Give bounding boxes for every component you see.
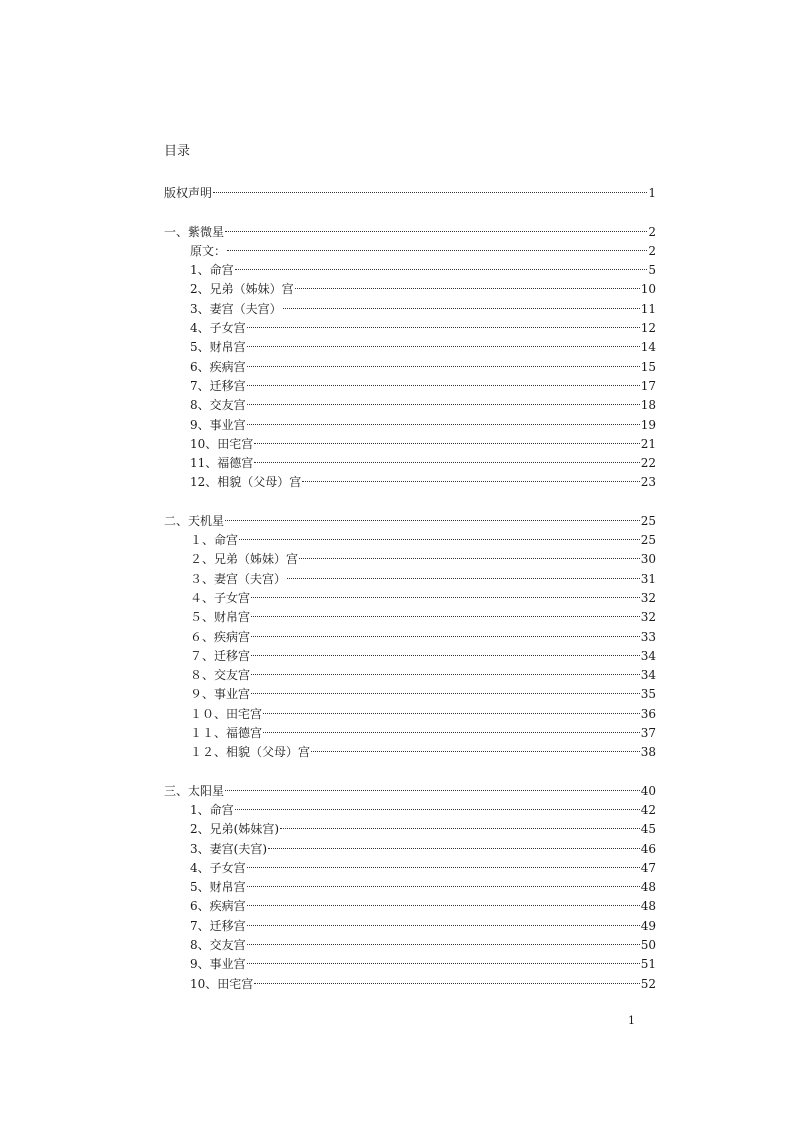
toc-entry-label: 3、妻宫（夫宫） xyxy=(190,301,282,316)
toc-dot-leader xyxy=(251,602,640,621)
toc-dot-leader xyxy=(254,968,639,987)
toc-entry-label: ７、迁移宫 xyxy=(190,648,251,663)
toc-dot-leader xyxy=(213,178,647,197)
toc-entry-label: 6、疾病宫 xyxy=(190,899,246,914)
toc-entry-page-number: 25 xyxy=(640,533,656,548)
toc-dot-leader xyxy=(263,718,640,737)
toc-entry-label: ２、兄弟（姊妹）宫 xyxy=(190,552,299,567)
toc-dot-leader xyxy=(311,737,640,756)
toc-entry-page-number: 21 xyxy=(640,436,656,451)
toc-entry-page-number: 34 xyxy=(640,668,656,683)
toc-entry[interactable] xyxy=(164,236,656,258)
toc-entry-label: ８、交友宫 xyxy=(190,668,251,683)
toc-entry[interactable] xyxy=(164,525,656,548)
toc-dot-leader xyxy=(283,293,640,312)
toc-dot-leader xyxy=(254,448,639,467)
toc-entry-page-number: 32 xyxy=(640,610,656,625)
toc-entry-page-number: 31 xyxy=(640,571,656,586)
toc-entry-page-number: 2 xyxy=(648,243,656,258)
toc-dot-leader xyxy=(280,814,640,833)
toc-entry-label: 1、命宫 xyxy=(190,802,234,817)
toc-dot-leader xyxy=(247,891,640,910)
toc-entry[interactable] xyxy=(164,795,656,817)
toc-dot-leader xyxy=(299,544,640,563)
toc-entry-label: 原文： xyxy=(190,243,227,258)
toc-entry[interactable] xyxy=(164,814,656,837)
toc-entry-page-number: 48 xyxy=(640,880,656,895)
toc-dot-leader xyxy=(302,467,639,486)
toc-dot-leader xyxy=(295,274,640,293)
toc-dot-leader xyxy=(251,679,640,698)
toc-entry-label: 一、紫微星 xyxy=(164,224,225,239)
toc-entry-label: 7、迁移宫 xyxy=(190,918,246,933)
toc-title: 目录 xyxy=(164,144,191,159)
toc-entry-label: 8、交友宫 xyxy=(190,398,246,413)
toc-entry-page-number: 17 xyxy=(640,378,656,393)
toc-entry-page-number: 50 xyxy=(640,937,656,952)
toc-dot-leader xyxy=(239,525,640,544)
toc-entry-page-number: 40 xyxy=(640,783,656,798)
toc-entry-page-number: 15 xyxy=(640,359,656,374)
toc-dot-leader xyxy=(247,853,640,872)
toc-entry-label: １、命宫 xyxy=(190,533,239,548)
toc-entry-label: 10、田宅宫 xyxy=(190,976,254,991)
toc-entry-page-number: 30 xyxy=(640,552,656,567)
toc-entry-label: 5、财帛宫 xyxy=(190,880,246,895)
toc-dot-leader xyxy=(227,236,647,255)
toc-entry-page-number: 42 xyxy=(640,802,656,817)
toc-dot-leader xyxy=(235,795,640,814)
toc-entry-page-number: 1 xyxy=(648,186,656,201)
toc-dot-leader xyxy=(247,872,640,891)
toc-dot-leader xyxy=(247,930,640,949)
toc-entry[interactable] xyxy=(164,775,656,798)
toc-entry-label: １１、福德宫 xyxy=(190,726,263,741)
toc-dot-leader xyxy=(251,641,640,660)
toc-entry-page-number: 34 xyxy=(640,648,656,663)
toc-entry-label: 1、命宫 xyxy=(190,263,234,278)
toc-entry-page-number: 10 xyxy=(640,282,656,297)
toc-entry-page-number: 32 xyxy=(640,590,656,605)
toc-entry-page-number: 25 xyxy=(640,513,656,528)
toc-dot-leader xyxy=(251,583,640,602)
toc-dot-leader xyxy=(225,216,647,235)
toc-entry-label: 12、相貌（父母）宫 xyxy=(190,475,302,490)
toc-entry-label: 3、妻宫(夫宫) xyxy=(190,841,267,856)
toc-entry-page-number: 5 xyxy=(648,263,656,278)
table-of-contents xyxy=(164,178,656,991)
toc-entry-label: 10、田宅宫 xyxy=(190,436,254,451)
toc-dot-leader xyxy=(254,429,639,448)
footer-page-number: 1 xyxy=(628,1014,635,1027)
toc-dot-leader xyxy=(247,351,640,370)
toc-entry-label: 9、事业宫 xyxy=(190,957,246,972)
toc-dot-leader xyxy=(287,563,640,582)
toc-entry-label: 4、子女宫 xyxy=(190,321,246,336)
toc-entry-page-number: 37 xyxy=(640,726,656,741)
toc-entry-page-number: 12 xyxy=(640,321,656,336)
toc-entry-label: 5、财帛宫 xyxy=(190,340,246,355)
toc-entry-label: 7、迁移宫 xyxy=(190,378,246,393)
toc-entry-page-number: 38 xyxy=(640,745,656,760)
toc-dot-leader xyxy=(247,390,640,409)
toc-dot-leader xyxy=(247,332,640,351)
toc-entry-page-number: 22 xyxy=(640,456,656,471)
toc-dot-leader xyxy=(225,505,640,524)
toc-entry[interactable] xyxy=(164,216,656,239)
toc-entry-label: １２、相貌（父母）宫 xyxy=(190,745,311,760)
toc-entry-page-number: 11 xyxy=(640,301,656,316)
toc-entry-page-number: 52 xyxy=(640,976,656,991)
toc-dot-leader xyxy=(247,949,640,968)
toc-entry-page-number: 2 xyxy=(648,224,656,239)
toc-entry-label: ９、事业宫 xyxy=(190,687,251,702)
toc-entry-label: 4、子女宫 xyxy=(190,860,246,875)
toc-entry-page-number: 47 xyxy=(640,860,656,875)
toc-entry-label: 版权声明 xyxy=(164,186,213,201)
toc-entry-label: 2、兄弟（姊妹）宫 xyxy=(190,282,294,297)
toc-dot-leader xyxy=(251,621,640,640)
toc-dot-leader xyxy=(251,660,640,679)
toc-entry[interactable] xyxy=(164,255,656,278)
toc-entry-label: 11、福德宫 xyxy=(190,456,254,471)
toc-dot-leader xyxy=(268,833,640,852)
toc-entry-page-number: 48 xyxy=(640,899,656,914)
toc-dot-leader xyxy=(247,313,640,332)
toc-dot-leader xyxy=(263,698,640,717)
toc-entry-label: 2、兄弟(姊妹宫) xyxy=(190,822,279,837)
toc-entry[interactable] xyxy=(164,178,656,201)
toc-entry-page-number: 45 xyxy=(640,822,656,837)
toc-entry[interactable] xyxy=(164,274,656,297)
toc-entry-label: 三、太阳星 xyxy=(164,783,225,798)
toc-entry[interactable] xyxy=(164,505,656,528)
toc-entry-label: １０、田宅宫 xyxy=(190,706,263,721)
toc-entry-label: 8、交友宫 xyxy=(190,937,246,952)
toc-dot-leader xyxy=(247,371,640,390)
toc-entry-page-number: 19 xyxy=(640,417,656,432)
toc-dot-leader xyxy=(247,409,640,428)
toc-entry-page-number: 33 xyxy=(640,629,656,644)
toc-dot-leader xyxy=(225,775,640,794)
toc-entry-label: ４、子女宫 xyxy=(190,590,251,605)
toc-entry-page-number: 35 xyxy=(640,687,656,702)
toc-entry-label: ６、疾病宫 xyxy=(190,629,251,644)
toc-dot-leader xyxy=(235,255,648,274)
toc-entry-page-number: 49 xyxy=(640,918,656,933)
toc-entry-page-number: 46 xyxy=(640,841,656,856)
toc-entry-page-number: 23 xyxy=(640,475,656,490)
toc-entry-page-number: 36 xyxy=(640,706,656,721)
toc-entry-label: 9、事业宫 xyxy=(190,417,246,432)
toc-entry-page-number: 51 xyxy=(640,957,656,972)
toc-entry-page-number: 14 xyxy=(640,340,656,355)
toc-entry-label: 二、天机星 xyxy=(164,513,225,528)
toc-entry-label: ３、妻宫（夫宫） xyxy=(190,571,287,586)
toc-entry-label: ５、财帛宫 xyxy=(190,610,251,625)
toc-entry-page-number: 18 xyxy=(640,398,656,413)
toc-dot-leader xyxy=(247,910,640,929)
toc-entry-label: 6、疾病宫 xyxy=(190,359,246,374)
